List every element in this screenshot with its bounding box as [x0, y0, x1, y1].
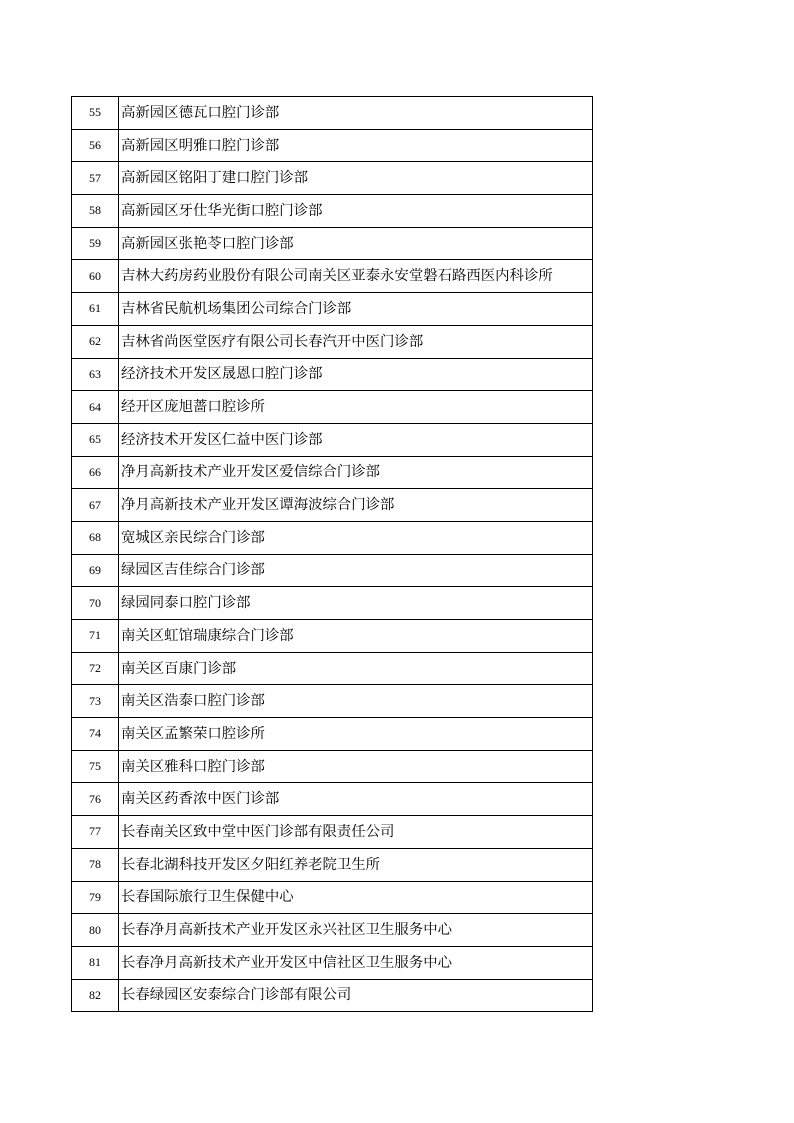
row-number-cell: 63	[72, 358, 119, 391]
institution-name-cell: 南关区雅科口腔门诊部	[119, 750, 593, 783]
institution-name-cell: 吉林省民航机场集团公司综合门诊部	[119, 293, 593, 326]
table-row	[72, 979, 593, 1012]
row-number-cell: 64	[72, 391, 119, 424]
row-number-cell: 79	[72, 881, 119, 914]
institution-name-cell: 长春南关区致中堂中医门诊部有限责任公司	[119, 816, 593, 849]
table-row	[72, 685, 593, 718]
institution-name-cell: 长春净月高新技术产业开发区中信社区卫生服务中心	[119, 946, 593, 979]
row-number-cell: 71	[72, 620, 119, 653]
institution-name-cell: 宽城区亲民综合门诊部	[119, 521, 593, 554]
table-row	[72, 456, 593, 489]
row-number-cell: 56	[72, 129, 119, 162]
table-row	[72, 97, 593, 130]
institution-name-cell: 经济技术开发区仁益中医门诊部	[119, 423, 593, 456]
table-row	[72, 914, 593, 947]
table-row	[72, 554, 593, 587]
row-number-cell: 68	[72, 521, 119, 554]
institution-name-cell: 长春绿园区安泰综合门诊部有限公司	[119, 979, 593, 1012]
row-number-cell: 69	[72, 554, 119, 587]
table-row	[72, 718, 593, 751]
institution-name-cell: 绿园区吉佳综合门诊部	[119, 554, 593, 587]
institution-name-cell: 高新园区德瓦口腔门诊部	[119, 97, 593, 130]
row-number-cell: 73	[72, 685, 119, 718]
institution-name-cell: 净月高新技术产业开发区谭海波综合门诊部	[119, 489, 593, 522]
institution-name-cell: 长春北湖科技开发区夕阳红养老院卫生所	[119, 848, 593, 881]
institution-name-cell: 南关区百康门诊部	[119, 652, 593, 685]
table-row	[72, 423, 593, 456]
institution-name-cell: 高新园区铭阳丁建口腔门诊部	[119, 162, 593, 195]
table-row	[72, 227, 593, 260]
row-number-cell: 57	[72, 162, 119, 195]
row-number-cell: 76	[72, 783, 119, 816]
table-row	[72, 521, 593, 554]
row-number-cell: 78	[72, 848, 119, 881]
row-number-cell: 60	[72, 260, 119, 293]
institution-name-cell: 南关区药香浓中医门诊部	[119, 783, 593, 816]
institution-name-cell: 净月高新技术产业开发区爱信综合门诊部	[119, 456, 593, 489]
table-row	[72, 293, 593, 326]
row-number-cell: 59	[72, 227, 119, 260]
table-row	[72, 358, 593, 391]
row-number-cell: 70	[72, 587, 119, 620]
row-number-cell: 66	[72, 456, 119, 489]
institution-name-cell: 长春国际旅行卫生保健中心	[119, 881, 593, 914]
table-row	[72, 489, 593, 522]
row-number-cell: 74	[72, 718, 119, 751]
table-row	[72, 587, 593, 620]
table-row	[72, 750, 593, 783]
institution-name-cell: 高新园区明雅口腔门诊部	[119, 129, 593, 162]
table-body	[72, 97, 593, 1012]
table-row	[72, 881, 593, 914]
institution-name-cell: 吉林大药房药业股份有限公司南关区亚泰永安堂磐石路西医内科诊所	[119, 260, 593, 293]
row-number-cell: 55	[72, 97, 119, 130]
institution-name-cell: 南关区虹馆瑞康综合门诊部	[119, 620, 593, 653]
institution-name-cell: 绿园同泰口腔门诊部	[119, 587, 593, 620]
institution-name-cell: 吉林省尚医堂医疗有限公司长春汽开中医门诊部	[119, 325, 593, 358]
table-row	[72, 816, 593, 849]
row-number-cell: 62	[72, 325, 119, 358]
table-row	[72, 946, 593, 979]
institution-name-cell: 高新园区张艳苓口腔门诊部	[119, 227, 593, 260]
table-row	[72, 162, 593, 195]
institution-name-cell: 经济技术开发区晟恩口腔门诊部	[119, 358, 593, 391]
table-row	[72, 620, 593, 653]
table-row	[72, 391, 593, 424]
row-number-cell: 72	[72, 652, 119, 685]
institution-name-cell: 高新园区牙仕华光街口腔门诊部	[119, 195, 593, 228]
table-row	[72, 652, 593, 685]
table-row	[72, 129, 593, 162]
row-number-cell: 77	[72, 816, 119, 849]
row-number-cell: 81	[72, 946, 119, 979]
table-row	[72, 195, 593, 228]
row-number-cell: 61	[72, 293, 119, 326]
institution-name-cell: 长春净月高新技术产业开发区永兴社区卫生服务中心	[119, 914, 593, 947]
table-row	[72, 260, 593, 293]
table-row	[72, 325, 593, 358]
row-number-cell: 75	[72, 750, 119, 783]
table-row	[72, 848, 593, 881]
clinic-list-table	[71, 96, 593, 1012]
row-number-cell: 58	[72, 195, 119, 228]
row-number-cell: 80	[72, 914, 119, 947]
table-row	[72, 783, 593, 816]
institution-name-cell: 南关区孟繁荣口腔诊所	[119, 718, 593, 751]
row-number-cell: 67	[72, 489, 119, 522]
row-number-cell: 65	[72, 423, 119, 456]
row-number-cell: 82	[72, 979, 119, 1012]
institution-name-cell: 经开区庞旭蔷口腔诊所	[119, 391, 593, 424]
institution-name-cell: 南关区浩泰口腔门诊部	[119, 685, 593, 718]
